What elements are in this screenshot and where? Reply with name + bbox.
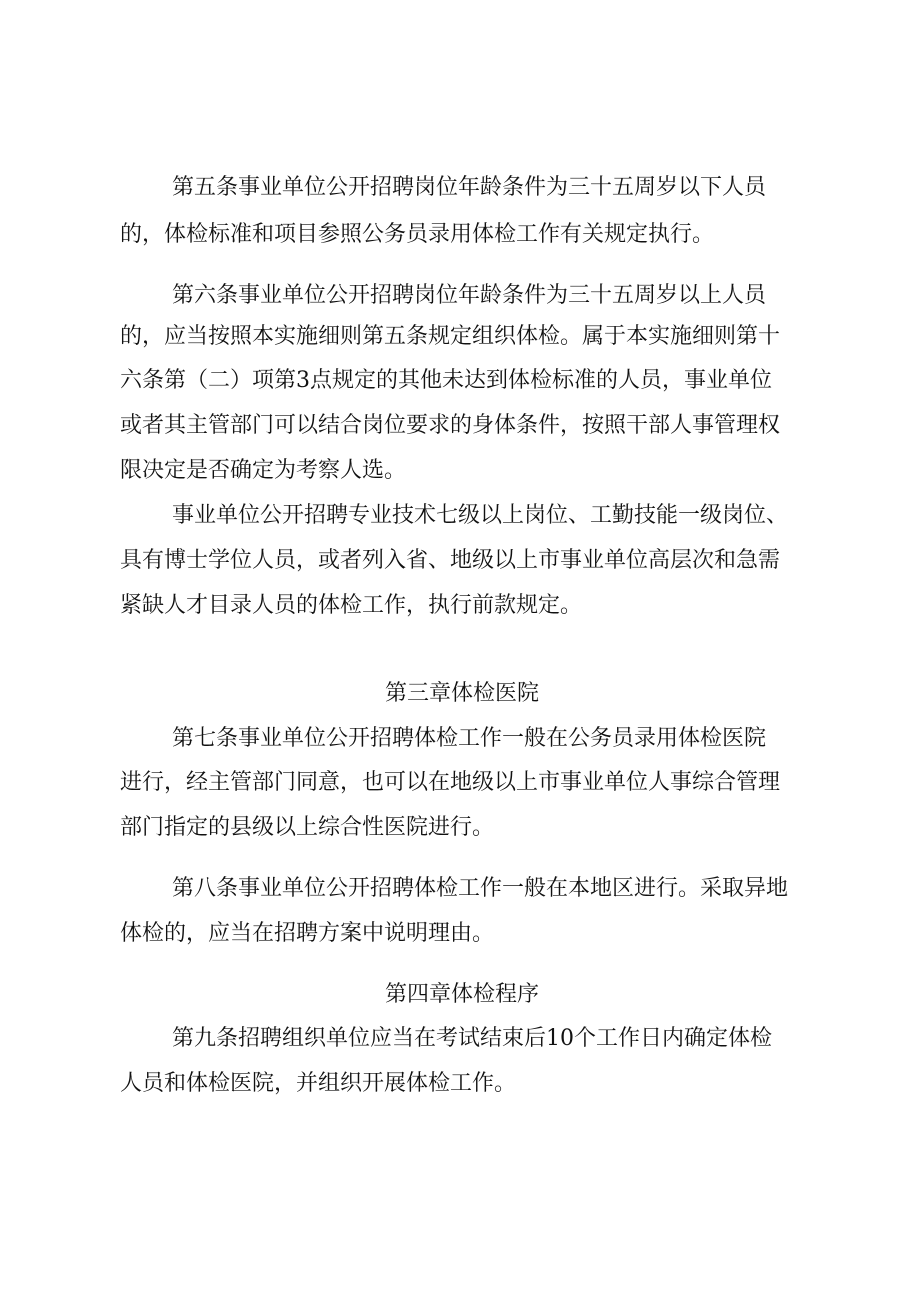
article-6-line-1: 第六条事业单位公开招聘岗位年龄条件为三十五周岁以上人员 — [172, 283, 767, 308]
article-7-line-1: 第七条事业单位公开招聘体检工作一般在公务员录用体检医院 — [172, 726, 767, 751]
article-6-line-3: 六条第（二）项第3点规定的其他未达到体检标准的人员，事业单位 — [120, 368, 772, 393]
chapter-4-heading: 第四章体检程序 — [385, 982, 540, 1007]
article-6-line-5: 限决定是否确定为考察人选。 — [120, 458, 407, 483]
article-9-line-2: 人员和体检医院，并组织开展体检工作。 — [120, 1071, 517, 1096]
article-6-line-2: 的，应当按照本实施细则第五条规定组织体检。属于本实施细则第十 — [120, 324, 781, 349]
article-5-line-1: 第五条事业单位公开招聘岗位年龄条件为三十五周岁以下人员 — [172, 175, 767, 200]
article-8-line-2: 体检的，应当在招聘方案中说明理由。 — [120, 921, 495, 946]
article-9-line-1: 第九条招聘组织单位应当在考试结束后10个工作日内确定体检 — [172, 1026, 772, 1051]
article-7-line-3: 部门指定的县级以上综合性医院进行。 — [120, 815, 495, 840]
article-6-para-2-line-3: 紧缺人才目录人员的体检工作，执行前款规定。 — [120, 593, 583, 618]
article-5-line-2: 的，体检标准和项目参照公务员录用体检工作有关规定执行。 — [120, 222, 715, 247]
article-7-line-2: 进行，经主管部门同意，也可以在地级以上市事业单位人事综合管理 — [120, 770, 781, 795]
article-8-line-1: 第八条事业单位公开招聘体检工作一般在本地区进行。采取异地 — [172, 876, 789, 901]
chapter-3-heading: 第三章体检医院 — [385, 681, 540, 706]
article-6-para-2-line-2: 具有博士学位人员，或者列入省、地级以上市事业单位高层次和急需 — [120, 548, 781, 573]
article-6-para-2-line-1: 事业单位公开招聘专业技术七级以上岗位、工勤技能一级岗位、 — [172, 503, 789, 528]
article-6-line-4: 或者其主管部门可以结合岗位要求的身体条件，按照干部人事管理权 — [120, 413, 781, 438]
